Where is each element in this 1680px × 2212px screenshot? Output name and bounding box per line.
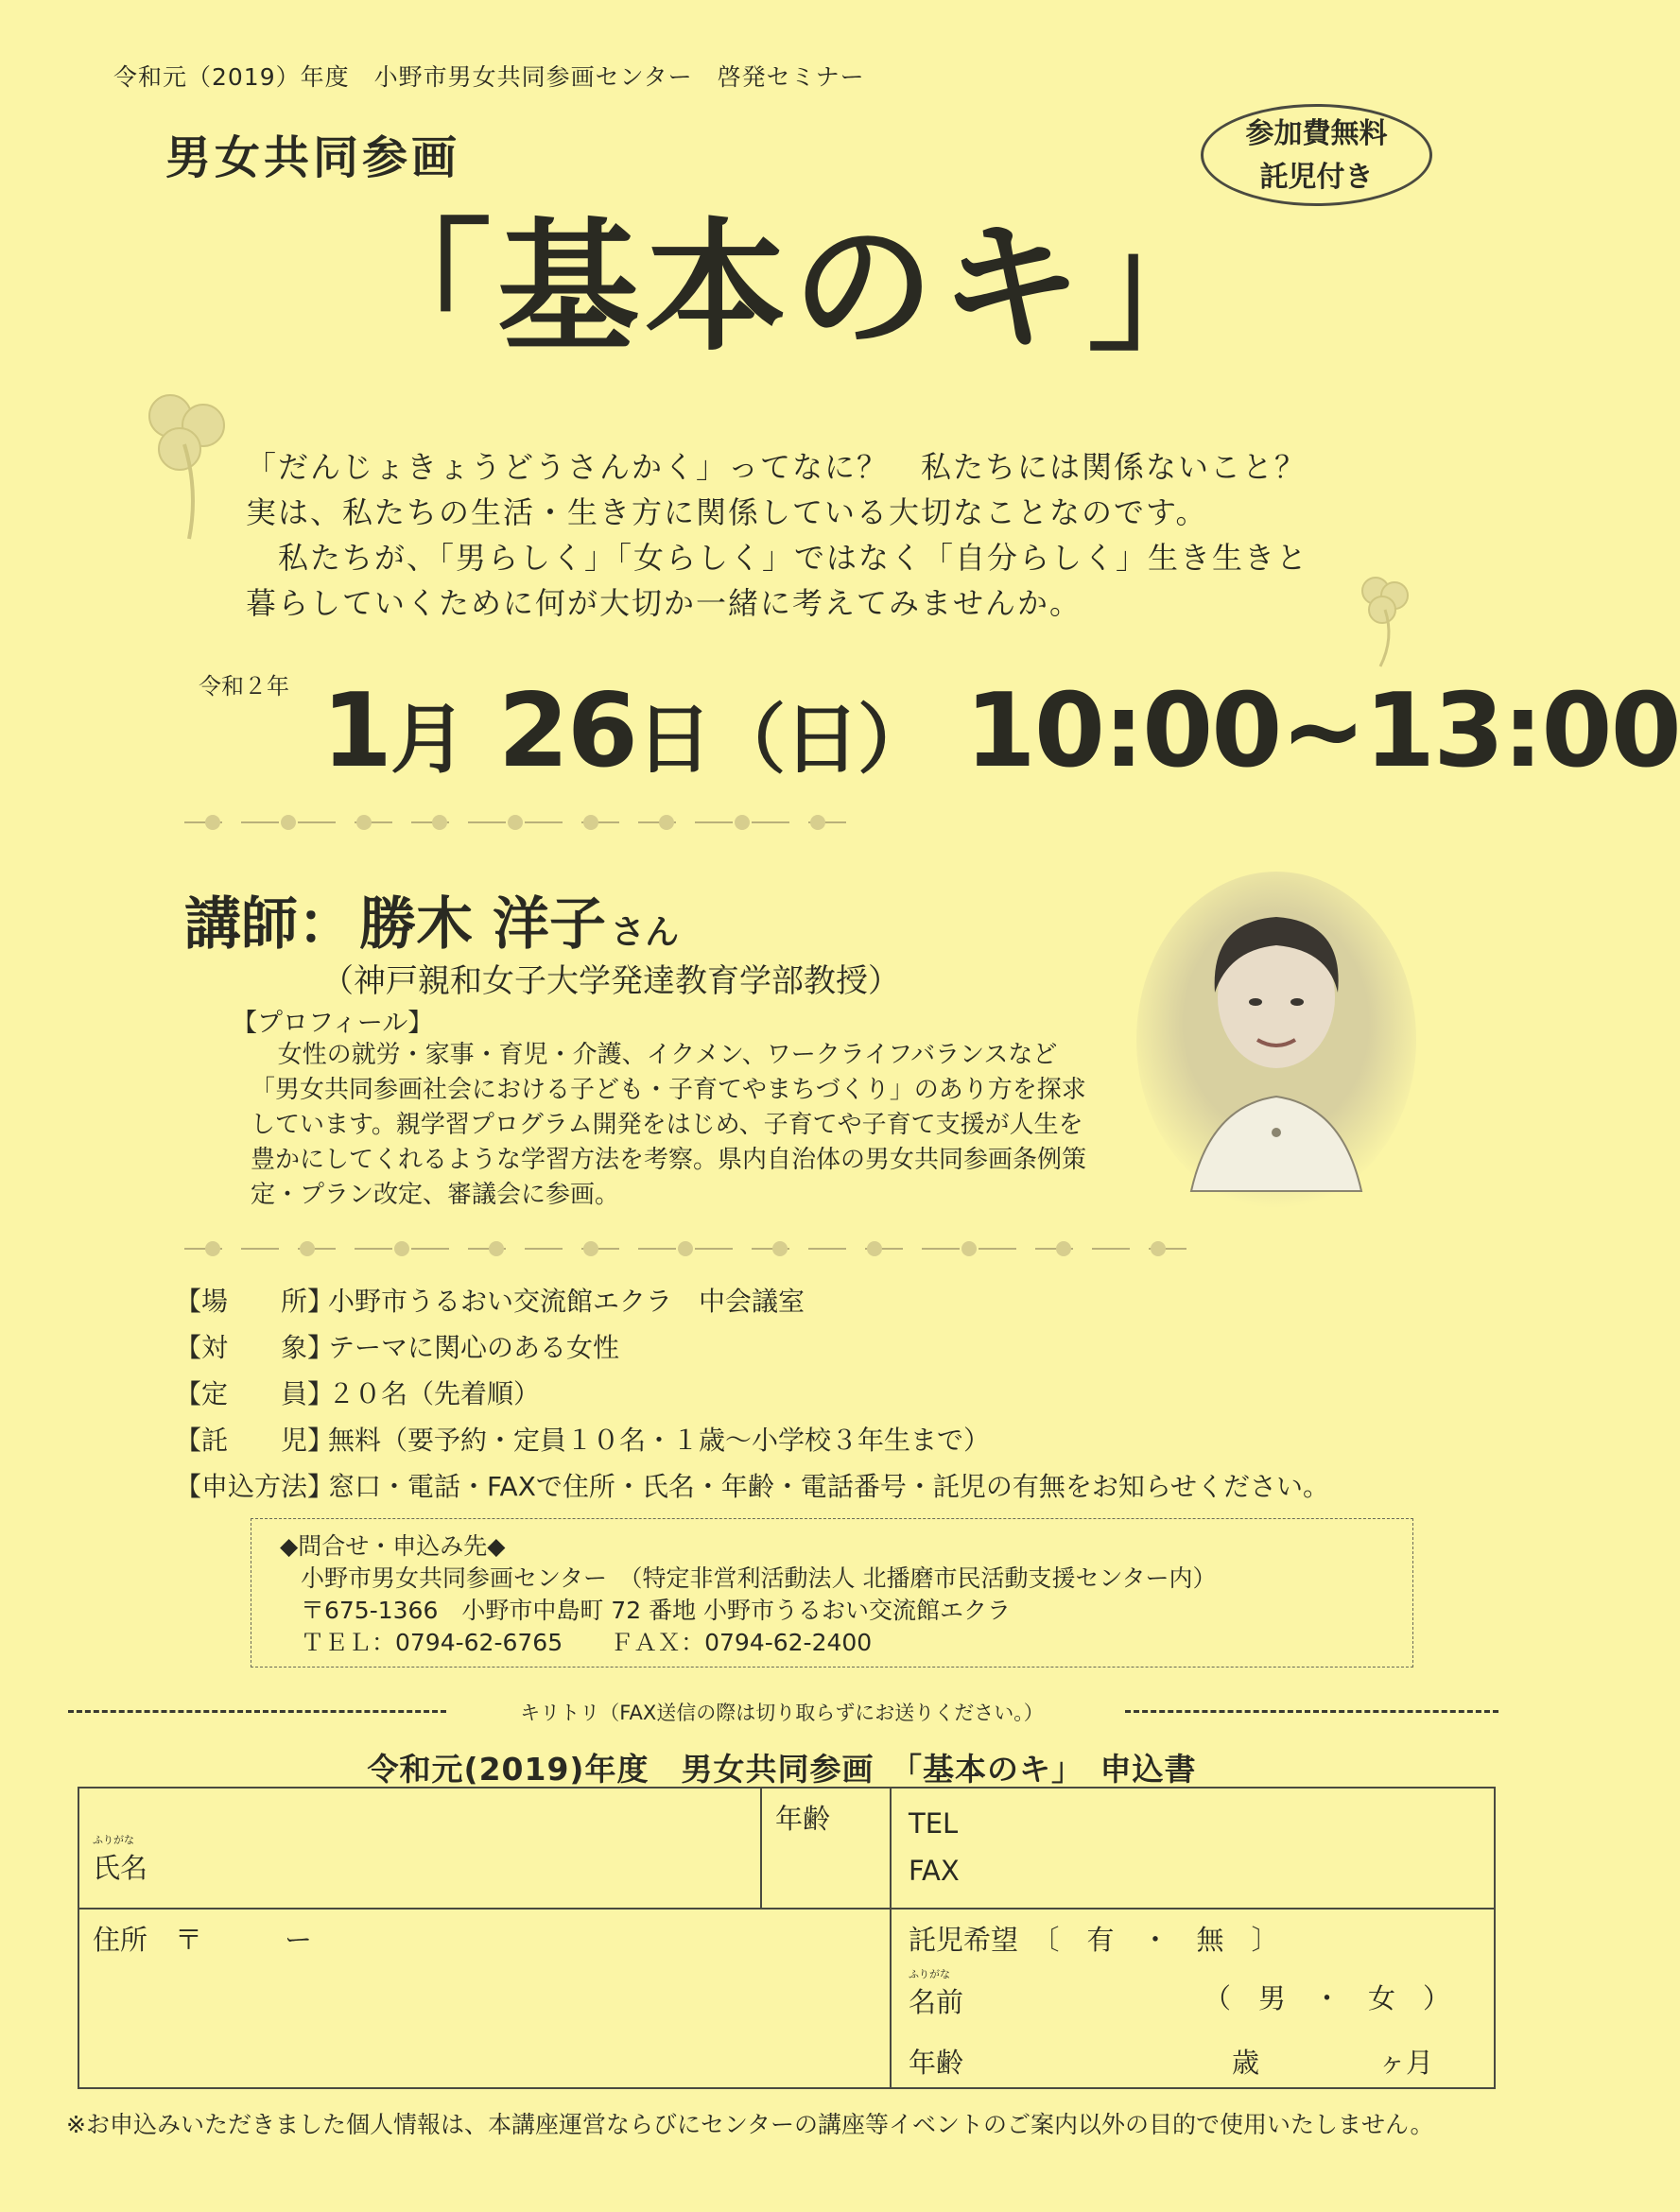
detail-value: テーマに関心のある女性: [328, 1332, 620, 1363]
childcare-request-label: 託児希望 〔 有 ・ 無 〕: [909, 1924, 1279, 1956]
event-details: [175, 1278, 1329, 1510]
age-label: 年齢: [775, 1803, 831, 1835]
detail-value: 小野市うるおい交流館エクラ 中会議室: [328, 1286, 805, 1317]
lecturer-honorific: さん: [611, 913, 680, 952]
main-title: 「基本のキ」: [350, 206, 1236, 371]
detail-value: 無料（要予約・定員１０名・１歳～小学校３年生まで）: [328, 1425, 991, 1456]
tel-label: TEL: [909, 1807, 959, 1840]
age-field[interactable]: [761, 1788, 891, 1909]
child-age-months: ヶ月: [1378, 2047, 1434, 2079]
lecturer-heading: [184, 879, 679, 960]
lecturer-name: 勝木 洋子: [359, 891, 606, 958]
vine-divider-icon: [184, 808, 846, 837]
name-label: 氏名: [93, 1852, 148, 1884]
event-day: 26: [497, 672, 637, 790]
free-fee-badge: [1201, 104, 1432, 206]
event-weekday: （日）: [710, 696, 932, 784]
contact-org: 小野市男女共同参画センター （特定非営利活動法人 北播磨市民活動支援センター内）: [301, 1564, 1217, 1592]
detail-row-target: [175, 1324, 1329, 1371]
contact-address: 〒675-1366 小野市中島町 72 番地 小野市うるおい交流館エクラ: [301, 1597, 1012, 1624]
detail-value: 窓口・電話・FAXで住所・氏名・年齢・電話番号・託児の有無をお知らせください。: [328, 1471, 1330, 1502]
name-field[interactable]: [78, 1788, 761, 1909]
detail-label: 【場 所】: [175, 1286, 335, 1317]
phone-fax-field[interactable]: [891, 1788, 1495, 1909]
badge-line-childcare: 託児付き: [1259, 161, 1374, 194]
lecturer-affiliation: （神戸親和女子大学発達教育学部教授）: [321, 962, 900, 1000]
event-time: 10:00~13:00: [964, 672, 1680, 790]
child-name-label: 名前: [909, 1986, 964, 2018]
address-field[interactable]: [78, 1909, 891, 2088]
contact-box: [251, 1518, 1413, 1668]
intro-line: 実は、私たちの生活・生き方に関係している大切なことなのです。: [246, 494, 1208, 530]
form-title: 令和元(2019)年度 男女共同参画 「基本のキ」 申込書: [367, 1751, 1197, 1788]
era-label: 令和２年: [199, 673, 289, 700]
intro-line: 暮らしていくために何が大切か一緒に考えてみませんか。: [246, 585, 1082, 621]
detail-value: ２０名（先着順）: [328, 1378, 541, 1409]
detail-label: 【対 象】: [175, 1332, 335, 1363]
address-label: 住所 〒 ー: [93, 1924, 313, 1956]
clover-decoration-icon: [132, 378, 236, 548]
detail-row-capacity: [175, 1371, 1329, 1417]
intro-text: [246, 444, 1380, 626]
detail-row-childcare: [175, 1417, 1329, 1463]
contact-heading: ◆問合せ・申込み先◆: [280, 1532, 506, 1560]
fax-label: FAX: [909, 1855, 960, 1887]
detail-label: 【定 員】: [175, 1378, 335, 1409]
vine-divider-icon: [184, 1235, 1196, 1263]
contact-tel-fax: ＴＥＬ：0794-62-6765 ＦＡＸ：0794-62-2400: [301, 1629, 873, 1656]
child-age-years: 歳: [1232, 2047, 1260, 2079]
event-month: 1: [321, 672, 391, 790]
cut-line-right: [1125, 1710, 1498, 1713]
cut-line-note: キリトリ（FAX送信の際は切り取らずにお送りください。）: [520, 1702, 1044, 1724]
detail-label: 【申込方法】: [175, 1471, 335, 1502]
intro-line: 「だんじょきょうどうさんかく」ってなに？ 私たちには関係ないこと？: [246, 449, 1308, 485]
subtitle: 男女共同参画: [165, 131, 461, 184]
name-furigana: ふりがな: [93, 1834, 134, 1846]
event-month-unit: 月: [390, 696, 465, 784]
detail-label: 【託 児】: [175, 1425, 335, 1456]
detail-row-venue: [175, 1278, 1329, 1324]
detail-row-application: [175, 1463, 1329, 1510]
event-date: [321, 672, 1680, 790]
application-form: [78, 1787, 1496, 2089]
event-day-unit: 日: [636, 696, 711, 784]
profile-heading: 【プロフィール】: [232, 1009, 434, 1038]
childcare-field[interactable]: [891, 1909, 1495, 2088]
child-name-furigana: ふりがな: [909, 1968, 950, 1980]
lecturer-photo: [1134, 870, 1418, 1210]
child-age-label: 年齢: [909, 2047, 964, 2079]
seminar-header: 令和元（2019）年度 小野市男女共同参画センター 啓発セミナー: [113, 63, 865, 91]
profile-text: 女性の就労・家事・育児・介護、イクメン、ワークライフバランスなど「男女共同参画社会における子ども・子育てやまちづくり」のあり方を探求しています。親学習プログラム開発をはじめ、子育てや子育て支援が人生を豊かにしてくれるような学習方法を考察。県内自治体の男女共同参画条例策定・プラン改定、審議会に参画。: [251, 1041, 1087, 1209]
intro-line: 私たちが、「男らしく」「女らしく」ではなく「自分らしく」生き生きと: [246, 540, 1309, 576]
badge-line-fee: 参加費無料: [1245, 117, 1388, 150]
lecturer-label: 講師：: [184, 891, 355, 958]
child-gender-options[interactable]: （ 男 ・ 女 ）: [1204, 1982, 1451, 2014]
privacy-notice: ※お申込みいただきました個人情報は、本講座運営ならびにセンターの講座等イベントのご案内以外の目的で使用いたしません。: [66, 2111, 1434, 2138]
